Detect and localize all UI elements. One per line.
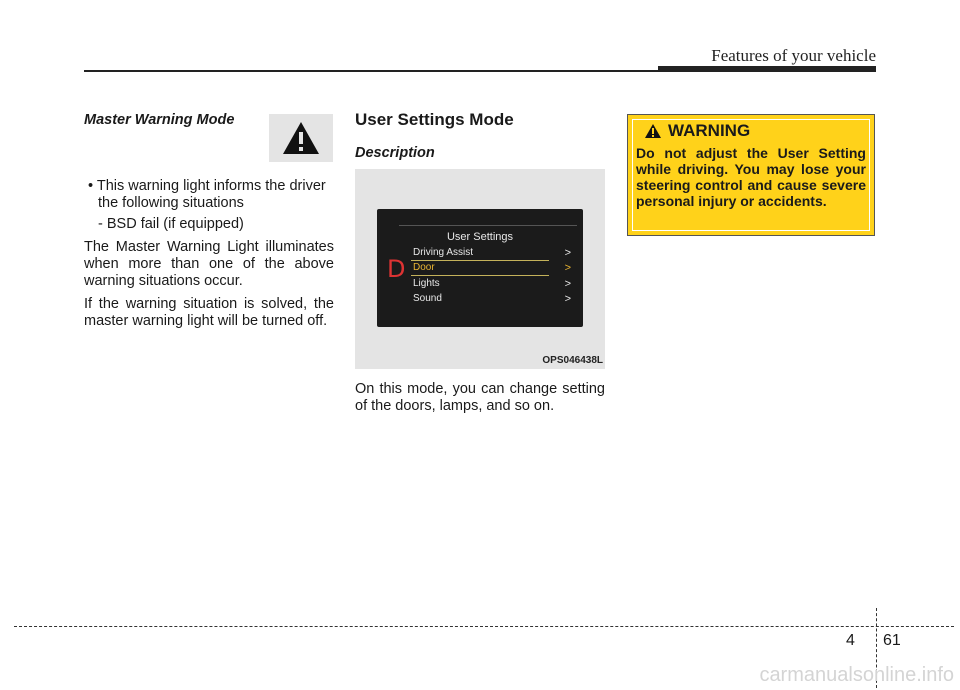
menu-item-label: Door bbox=[413, 262, 435, 273]
menu-item-door bbox=[413, 262, 571, 273]
gear-indicator: D bbox=[387, 255, 406, 283]
header-rule-accent bbox=[658, 66, 876, 72]
bullet-item: • This warning light informs the driver the following situations bbox=[88, 178, 326, 211]
bullet-text: This warning light informs the driver the following situations bbox=[96, 178, 326, 211]
watermark: carmanualsonline.info bbox=[759, 664, 954, 686]
chevron-right-icon: > bbox=[564, 262, 571, 274]
sub-bullet-item: - BSD fail (if equipped) bbox=[98, 216, 244, 232]
chevron-right-icon: > bbox=[564, 247, 571, 259]
warning-triangle-icon bbox=[281, 120, 321, 156]
highlight-line bbox=[411, 260, 549, 261]
menu-item-label: Driving Assist bbox=[413, 247, 474, 258]
master-warning-icon-box bbox=[269, 114, 333, 162]
chevron-right-icon: > bbox=[564, 293, 571, 305]
paragraph: The Master Warning Light illuminates when more than one of the above warning situations occur. bbox=[84, 239, 334, 289]
warning-text: Do not adjust the User Setting while driving. You may lose your steering control and cause severe personal injury or accidents. bbox=[636, 145, 866, 209]
figure bbox=[355, 169, 605, 369]
figure-caption: OPS046438L bbox=[542, 355, 603, 366]
menu-item-lights bbox=[413, 278, 571, 289]
cluster-screen bbox=[377, 209, 583, 327]
menu-item-label: Lights bbox=[413, 278, 440, 289]
screen-divider bbox=[399, 225, 577, 226]
header-title: Features of your vehicle bbox=[711, 46, 876, 65]
page-number: 61 bbox=[883, 632, 901, 649]
user-settings-section bbox=[355, 110, 605, 415]
section-subheading: Description bbox=[355, 145, 435, 161]
warning-heading bbox=[644, 121, 750, 141]
menu-item-label: Sound bbox=[413, 293, 442, 304]
highlight-line bbox=[411, 275, 549, 276]
section-title: Master Warning Mode bbox=[84, 112, 235, 128]
chevron-right-icon: > bbox=[564, 278, 571, 290]
chapter-number: 4 bbox=[846, 632, 855, 649]
screen-title: User Settings bbox=[446, 231, 514, 243]
warning-box bbox=[627, 114, 875, 236]
menu-item-driving-assist bbox=[413, 247, 571, 258]
warning-triangle-icon bbox=[644, 123, 662, 139]
footer-rule bbox=[14, 626, 954, 627]
warning-title: WARNING bbox=[668, 121, 751, 140]
paragraph: If the warning situation is solved, the master warning light will be turned off. bbox=[84, 296, 334, 329]
section-heading: User Settings Mode bbox=[355, 110, 514, 129]
paragraph: On this mode, you can change setting of the doors, lamps, and so on. bbox=[355, 381, 605, 414]
master-warning-section bbox=[84, 108, 334, 330]
menu-item-sound bbox=[413, 293, 571, 304]
